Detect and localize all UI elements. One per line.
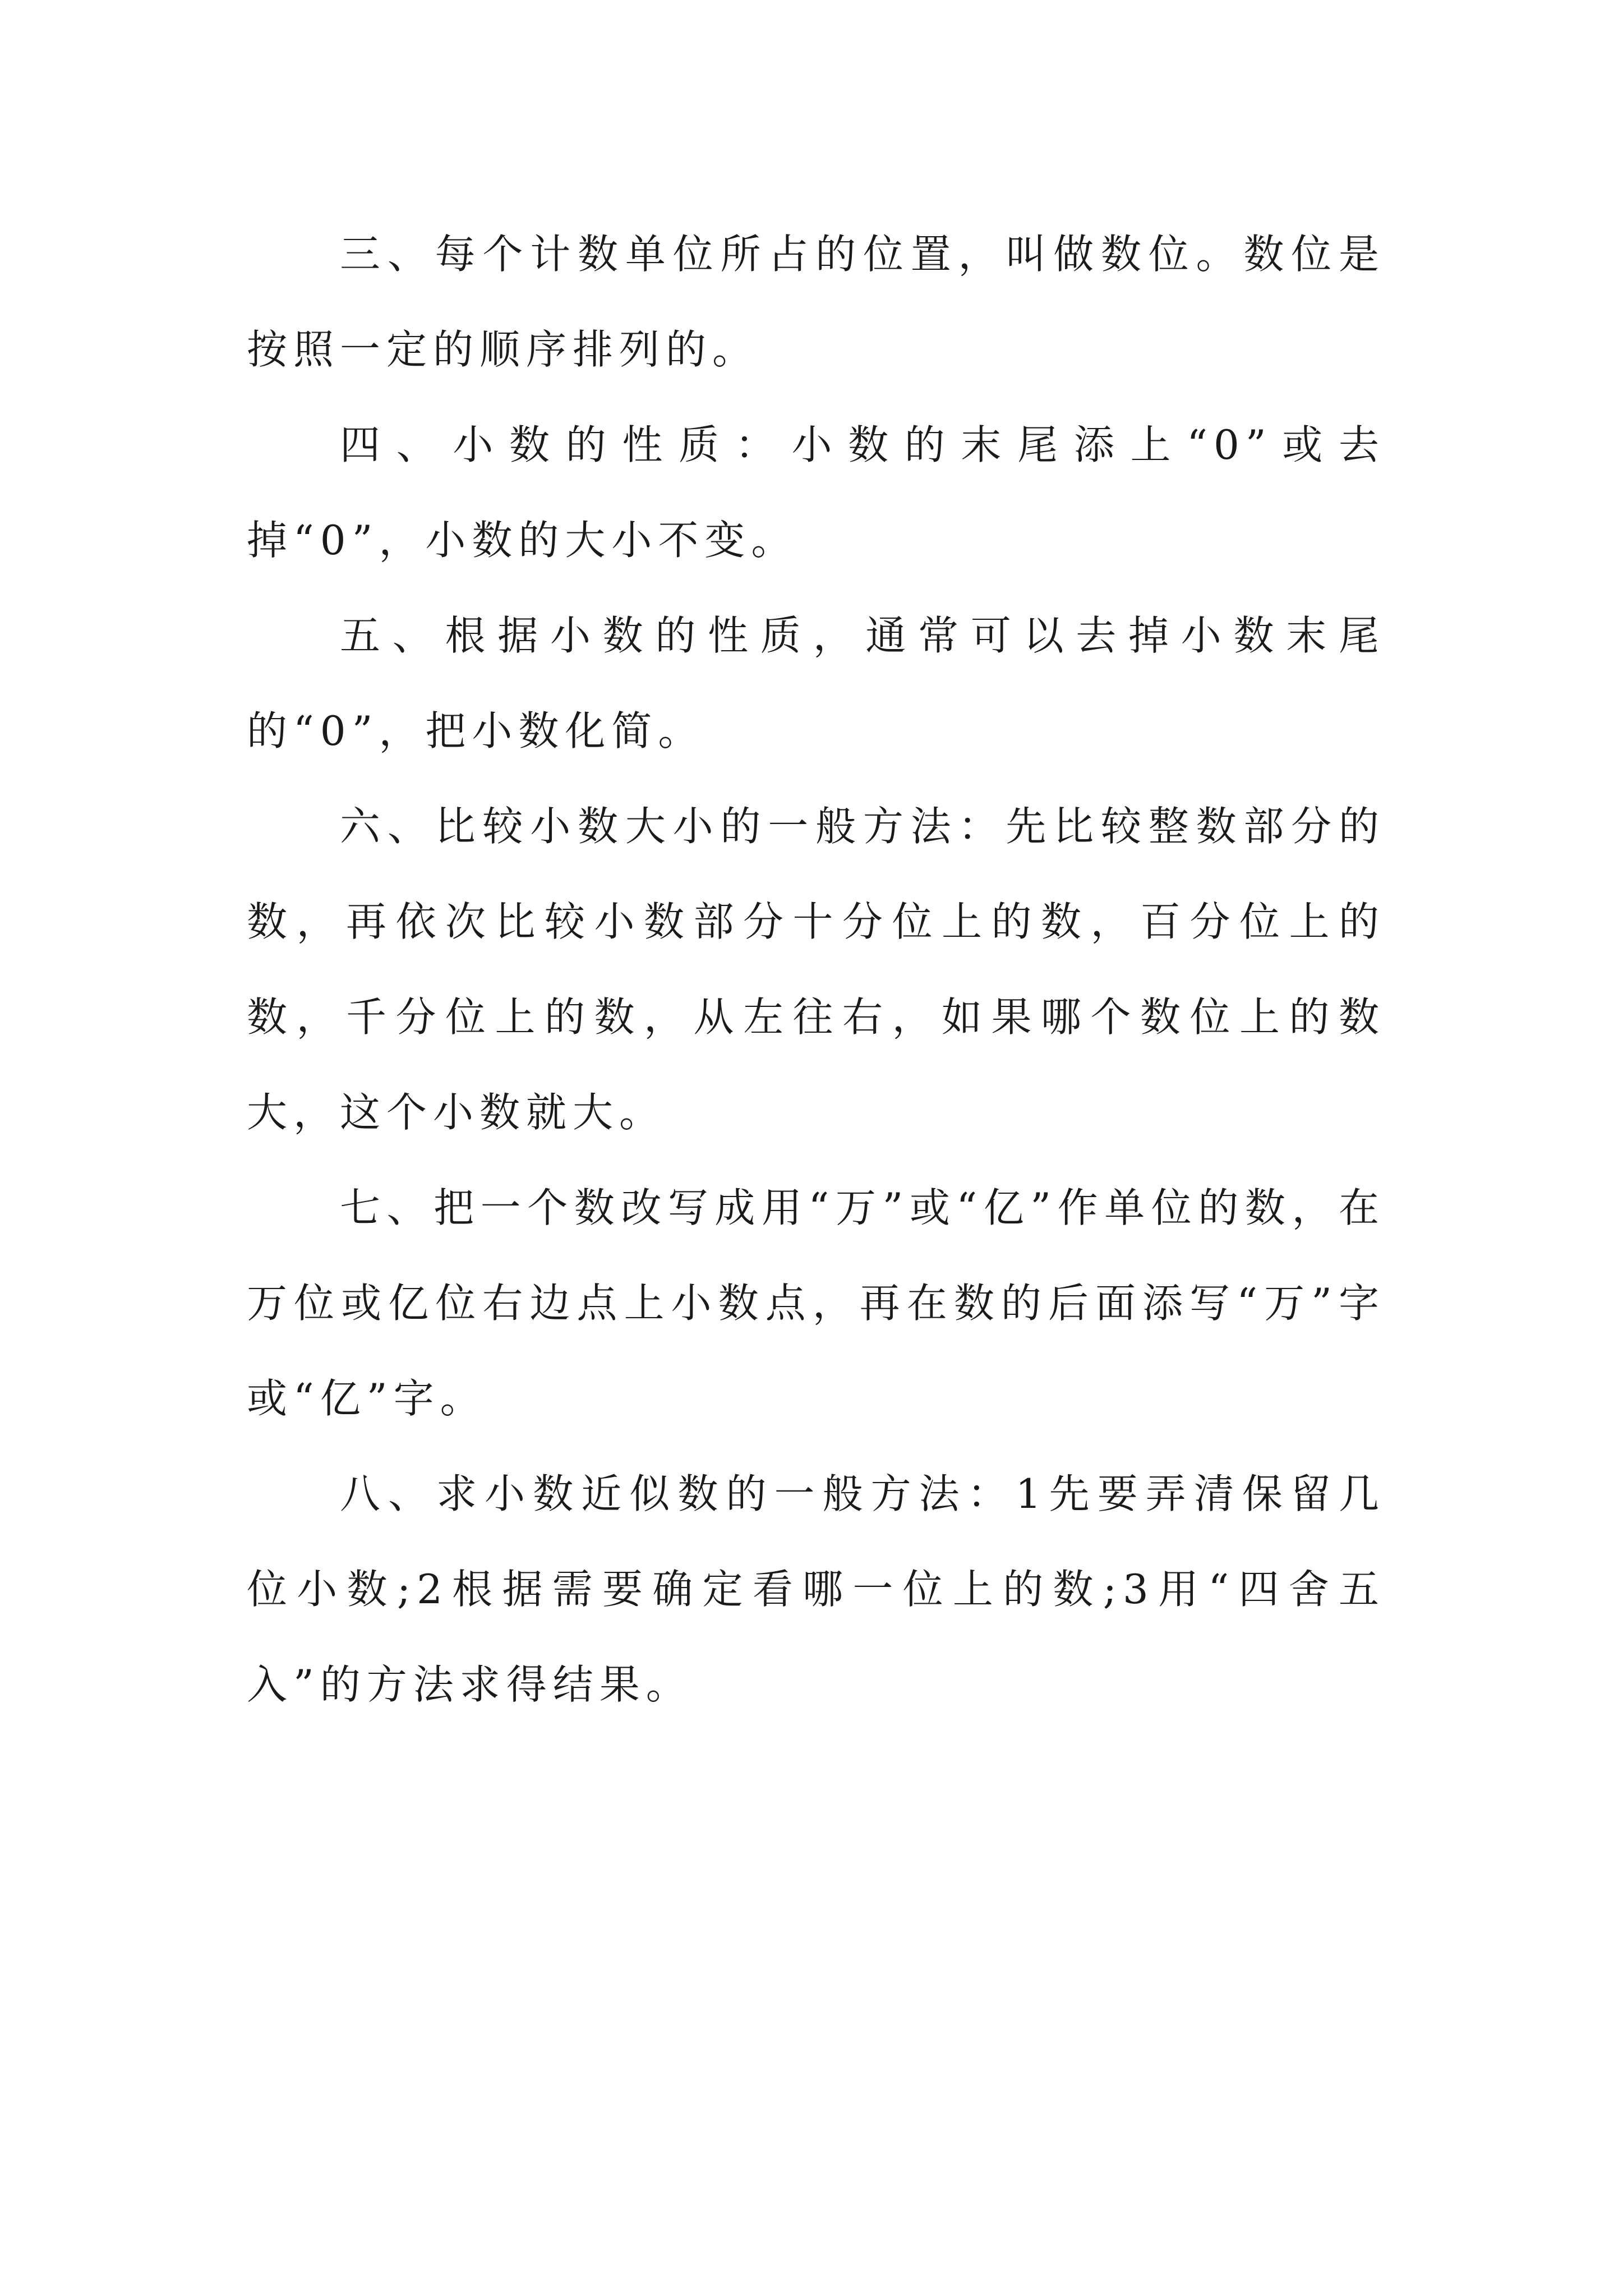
paragraph-7: 七、把一个数改写成用“万”或“亿”作单位的数，在万位或亿位右边点上小数点，再在数的后面添写“万”字或“亿”字。 [247,1184,1385,1422]
document-body [247,206,1385,1732]
paragraph-5: 五、根据小数的性质，通常可以去掉小数末尾的“0”，把小数化简。 [247,612,1385,754]
paragraph-8: 八、求小数近似数的一般方法：1先要弄清保留几位小数;2根据需要确定看哪一位上的数;3用“四舍五入”的方法求得结果。 [247,1470,1385,1708]
paragraph-3: 三、每个计数单位所占的位置，叫做数位。数位是按照一定的顺序排列的。 [247,231,1385,373]
paragraph-4: 四、小数的性质：小数的末尾添上“0”或去掉“0”，小数的大小不变。 [247,421,1385,564]
paragraph-6: 六、比较小数大小的一般方法：先比较整数部分的数，再依次比较小数部分十分位上的数，百分位上的数，千分位上的数，从左往右，如果哪个数位上的数大，这个小数就大。 [247,803,1385,1136]
